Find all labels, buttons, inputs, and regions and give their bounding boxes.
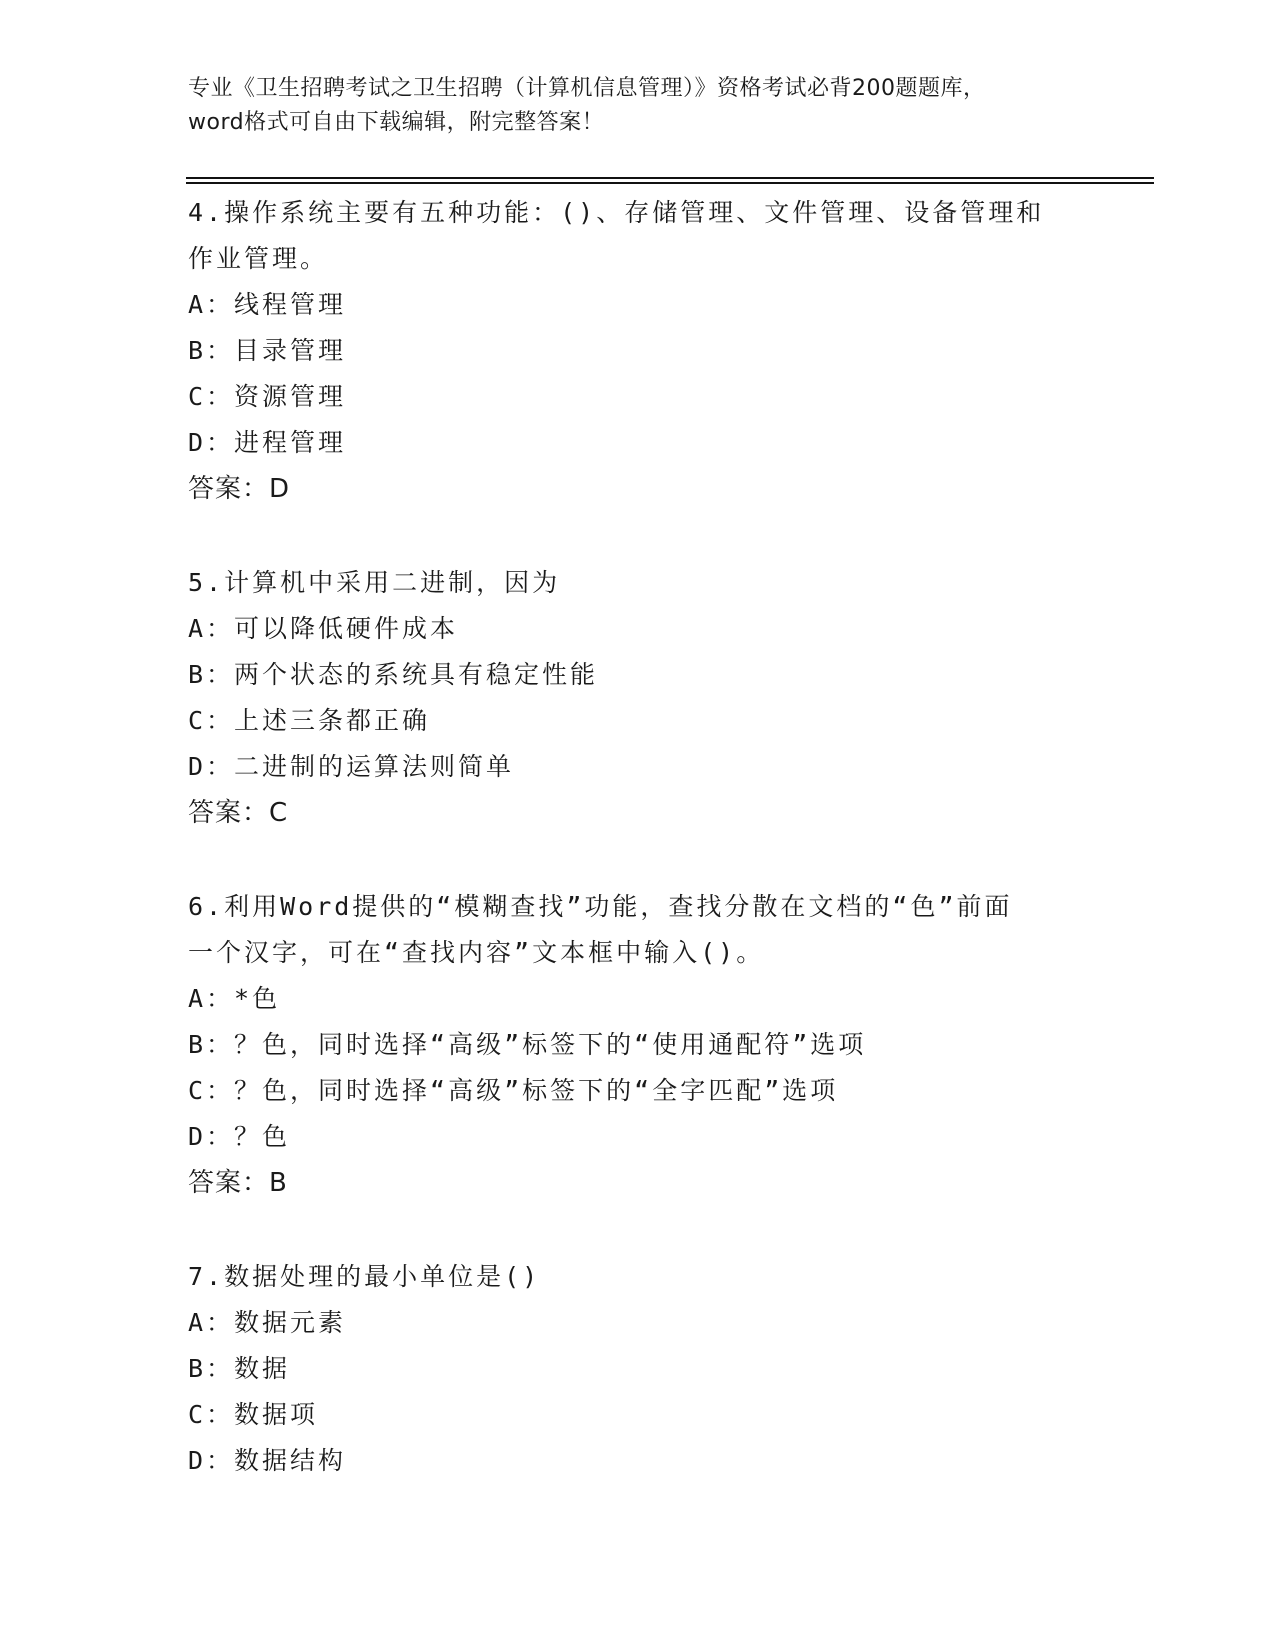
question-stem: 一个汉字，可在“查找内容”文本框中输入()。 xyxy=(188,938,765,967)
option-c: C：上述三条都正确 xyxy=(188,706,431,735)
question-6 xyxy=(188,884,1088,1206)
question-stem: 4.操作系统主要有五种功能：()、存储管理、文件管理、设备管理和 xyxy=(188,198,1045,227)
option-a: A：数据元素 xyxy=(188,1308,347,1337)
option-a: A：可以降低硬件成本 xyxy=(188,614,459,643)
option-a: A：*色 xyxy=(188,984,281,1013)
header-line-2: word格式可自由下载编辑，附完整答案！ xyxy=(188,110,605,135)
option-a: A：线程管理 xyxy=(188,290,347,319)
question-stem: 6.利用Word提供的“模糊查找”功能，查找分散在文档的“色”前面 xyxy=(188,892,1013,921)
question-4 xyxy=(188,190,1088,512)
option-d: D：？色 xyxy=(188,1122,291,1151)
answer: 答案：D xyxy=(188,474,291,504)
option-c: C：？色，同时选择“高级”标签下的“全字匹配”选项 xyxy=(188,1076,839,1105)
option-b: B：？色，同时选择“高级”标签下的“使用通配符”选项 xyxy=(188,1030,867,1059)
question-stem: 7.数据处理的最小单位是() xyxy=(188,1262,541,1291)
option-c: C：数据项 xyxy=(188,1400,319,1429)
answer: 答案：C xyxy=(188,798,289,828)
question-stem: 5.计算机中采用二进制，因为 xyxy=(188,568,561,597)
option-b: B：数据 xyxy=(188,1354,291,1383)
question-stem: 作业管理。 xyxy=(188,244,329,273)
document-header xyxy=(188,72,1088,140)
question-7 xyxy=(188,1254,1088,1484)
option-c: C：资源管理 xyxy=(188,382,347,411)
header-divider-bottom xyxy=(186,182,1154,184)
option-b: B：两个状态的系统具有稳定性能 xyxy=(188,660,599,689)
question-5 xyxy=(188,560,1088,836)
answer: 答案：B xyxy=(188,1168,288,1198)
option-d: D：数据结构 xyxy=(188,1446,347,1475)
header-divider-top xyxy=(186,177,1154,179)
header-line-1: 专业《卫生招聘考试之卫生招聘（计算机信息管理）》资格考试必背200题题库， xyxy=(188,76,986,101)
option-b: B：目录管理 xyxy=(188,336,347,365)
option-d: D：进程管理 xyxy=(188,428,347,457)
option-d: D：二进制的运算法则简单 xyxy=(188,752,515,781)
question-list xyxy=(188,190,1088,1532)
